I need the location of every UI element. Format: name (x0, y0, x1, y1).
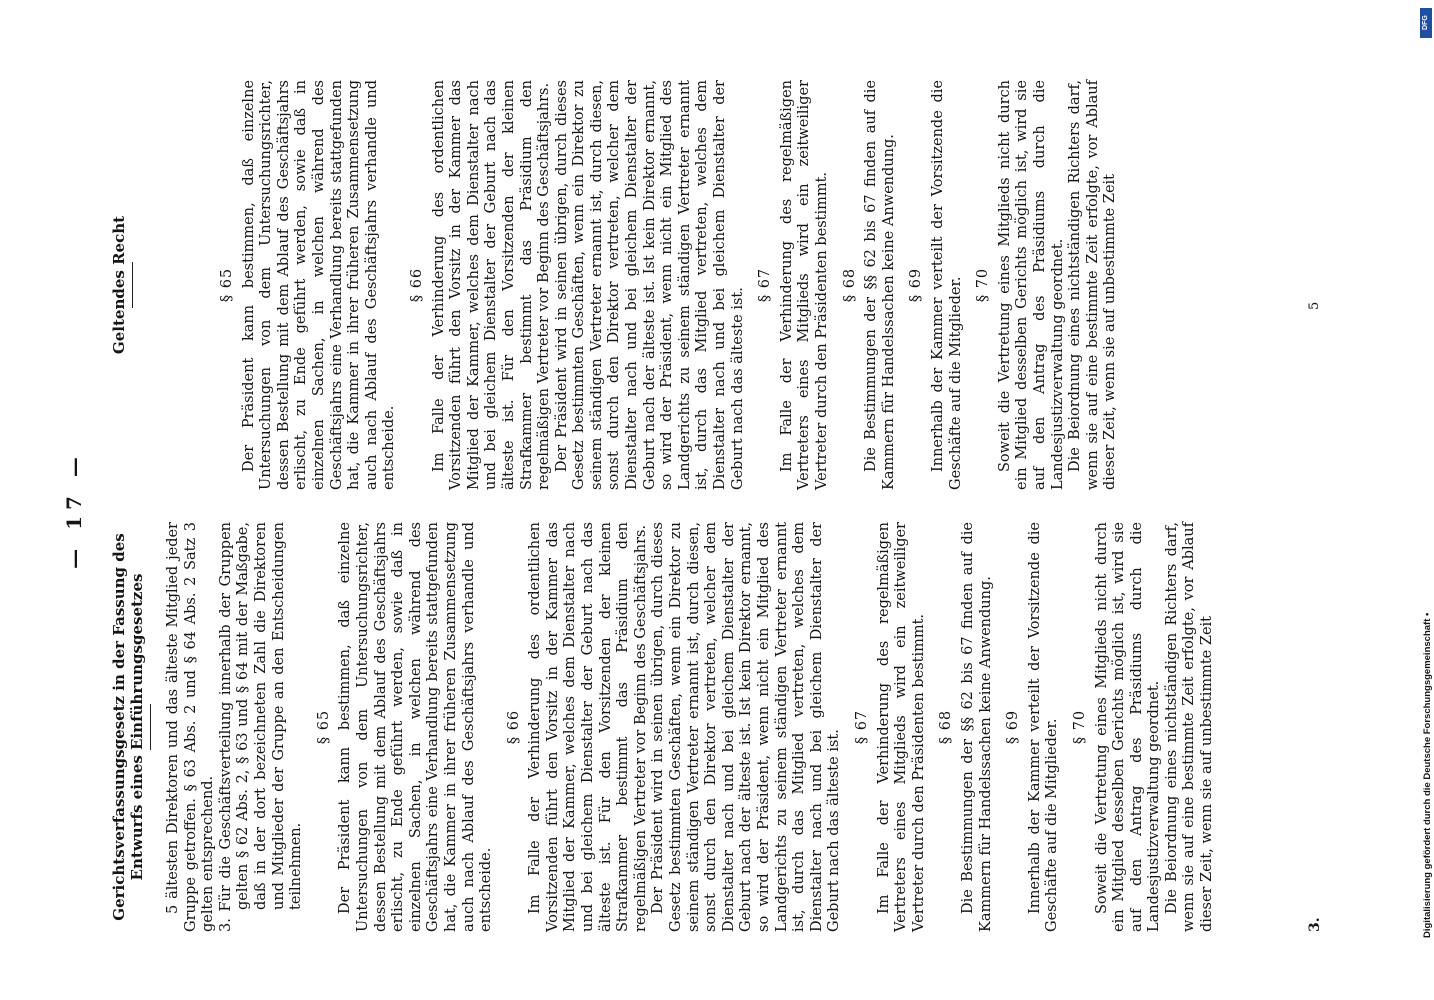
right-column-title: Geltendes Recht (110, 215, 128, 355)
title-rule (132, 262, 133, 308)
section-69-heading: § 69 (1005, 709, 1022, 745)
signature-mark-left: 3. (1307, 917, 1323, 932)
section-68-heading: § 68 (841, 267, 858, 303)
left-column (110, 522, 1217, 932)
section-66-heading: § 66 (505, 709, 522, 745)
page-number: — 17 — (62, 451, 86, 569)
section-66-text-2: Der Präsident wird in seinen übrigen, durch dieses Gesetz bestimmten Geschäften, wenn ein Direktor zu seinem ständigen Vertreter ernannt ist, durch diesen, sonst durch den Direktor vertreten, welcher dem Dienstalter nach und bei gleichem Dienstalter der Geburt nach der älteste ist. Ist kein Direktor ernannt, so wird der Präsident, wenn nicht ein Mitglied des Landgerichts zu seinem ständigen Vertreter ernannt ist, durch das Mitglied vertreten, welches dem Dienstalter nach und bei gleichem Dienstalter der Geburt nach das älteste ist. (553, 80, 746, 490)
dfg-logo: DFG (1420, 8, 1432, 38)
section-65-text: Der Präsident kann bestimmen, daß einzelne Untersuchungen von dem Untersuchungsrichter, dessen Bestellung mit dem Ablauf des Geschäftsjahrs erlischt, zu Ende geführt werden, sowie daß in einzelnen Sachen, in welchen während des Geschäftsjahrs eine Verhandlung bereits stattgefunden hat, die Kammer in ihrer früheren Zusammensetzung auch nach Ablauf des Geschäftsjahrs verhandle und entscheide. (337, 522, 495, 932)
section-65-text: Der Präsident kann bestimmen, daß einzelne Untersuchungen von dem Untersuchungsrichter, dessen Bestellung mit dem Ablauf des Geschäftsjahrs erlischt, zu Ende geführt werden, sowie daß in einzelnen Sachen, in welchen während des Geschäftsjahrs eine Verhandlung bereits stattgefunden hat, die Kammer in ihrer früheren Zusammensetzung auch nach Ablauf des Geschäftsjahrs verhandle und entscheide. (240, 80, 398, 490)
section-67-heading: § 67 (757, 267, 774, 303)
section-70-text-1: Soweit die Vertretung eines Mitglieds nicht durch ein Mitglied desselben Gerichts möglich ist, wird sie auf den Antrag des Präsidiums durch die Landesjustizverwaltung geordnet. (996, 80, 1066, 490)
signature-mark-right: 5 (1307, 301, 1322, 310)
section-67-text: Im Falle der Verhinderung des regelmäßigen Vertreters eines Mitglieds wird ein zeitweiliger Vertreter durch den Präsidenten bestimmt. (778, 80, 830, 490)
section-67-text: Im Falle der Verhinderung des regelmäßigen Vertreters eines Mitglieds wird ein zeitweiliger Vertreter durch den Präsidenten bestimmt. (875, 522, 927, 932)
section-70-text-1: Soweit die Vertretung eines Mitglieds nicht durch ein Mitglied desselben Gerichts möglich ist, wird sie auf den Antrag des Präsidiums durch die Landesjustizverwaltung geordnet. (1093, 522, 1163, 932)
left-column-title: Gerichtsverfassungsgesetz in der Fassung des Entwurfs eines Einführungsgesetzes (110, 533, 146, 921)
section-68-text: Die Bestimmungen der §§ 62 bis 67 finden auf die Kammern für Handelssachen keine Anwendung. (959, 522, 994, 932)
section-66-heading: § 66 (408, 267, 425, 303)
rotated-page-content (32, 60, 1352, 960)
section-70-text-2: Die Beiordnung eines nichtständigen Richters darf, wenn sie auf eine bestimmte Zeit erfolgte, vor Ablauf dieser Zeit, wenn sie auf unbestimmte Zeit (1163, 522, 1216, 932)
title-rule (150, 704, 151, 750)
section-70-heading: § 70 (1071, 709, 1088, 745)
section-66-text-1: Im Falle der Verhinderung des ordentlichen Vorsitzenden führt den Vorsitz in der Kammer das Mitglied der Kammer, welches dem Dienstalter nach und bei gleichem Dienstalter der Geburt nach das älteste ist. Für den Vorsitzenden der kleinen Strafkammer bestimmt das Präsidium den regelmäßigen Vertreter vor Beginn des Geschäftsjahrs. (430, 80, 553, 490)
section-69-text: Innerhalb der Kammer verteilt der Vorsitzende die Geschäfte auf die Mitglieder. (1026, 522, 1061, 932)
section-66-text-1: Im Falle der Verhinderung des ordentlichen Vorsitzenden führt den Vorsitz in der Kammer das Mitglied der Kammer, welches dem Dienstalter nach und bei gleichem Dienstalter der Geburt nach das älteste ist. Für den Vorsitzenden der kleinen Strafkammer bestimmt das Präsidium den regelmäßigen Vertreter vor Beginn des Geschäftsjahrs. (527, 522, 649, 932)
intro-item-3: 3. Für die Geschäftsverteilung innerhalb der Gruppen gelten § 62 Abs. 2, § 63 und § 64 mit der Maßgabe, daß in der dort bezeichneten Zahl die Direktoren und Mitglieder der Gruppe an den Entscheidungen teilnehmen. (217, 522, 305, 932)
section-70-heading: § 70 (975, 267, 992, 303)
section-69-heading: § 69 (908, 267, 925, 303)
section-66-text-2: Der Präsident wird in seinen übrigen, durch dieses Gesetz bestimmten Geschäften, wenn ein Direktor zu seinem ständigen Vertreter ernannt ist, durch diesen, sonst durch den Direktor vertreten, welcher dem Dienstalter nach und bei gleichem Dienstalter der Geburt nach der älteste ist. Ist kein Direktor ernannt, so wird der Präsident, wenn nicht ein Mitglied des Landgerichts zu seinem ständigen Vertreter ernannt ist, durch das Mitglied vertreten, welches dem Dienstalter nach und bei gleichem Dienstalter der Geburt nach das älteste ist. (650, 522, 843, 932)
section-70-text-2: Die Beiordnung eines nichtständigen Richters darf, wenn sie auf eine bestimmte Zeit erfolgte, vor Ablauf dieser Zeit, wenn sie auf unbestimmte Zeit (1067, 80, 1119, 490)
section-69-text: Innerhalb der Kammer verteilt der Vorsitzende die Geschäfte auf die Mitglieder. (929, 80, 964, 490)
section-67-heading: § 67 (853, 709, 870, 745)
right-column (110, 80, 1120, 490)
section-68-text: Die Bestimmungen der §§ 62 bis 67 finden auf die Kammern für Handelssachen keine Anwendung. (863, 80, 897, 490)
section-68-heading: § 68 (938, 709, 955, 745)
digitization-credit-text: Digitalisierung gefördert durch die Deutsche Forschungsgemeinschaft • (1422, 612, 1433, 938)
section-65-heading: § 65 (219, 267, 235, 303)
section-65-heading: § 65 (315, 709, 332, 745)
intro-item-5: 5 ältesten Direktoren und das älteste Mitglied jeder Gruppe getroffen. § 63 Abs. 2 und § 64 Abs. 2 Satz 3 gelten entsprechend. (165, 522, 217, 932)
